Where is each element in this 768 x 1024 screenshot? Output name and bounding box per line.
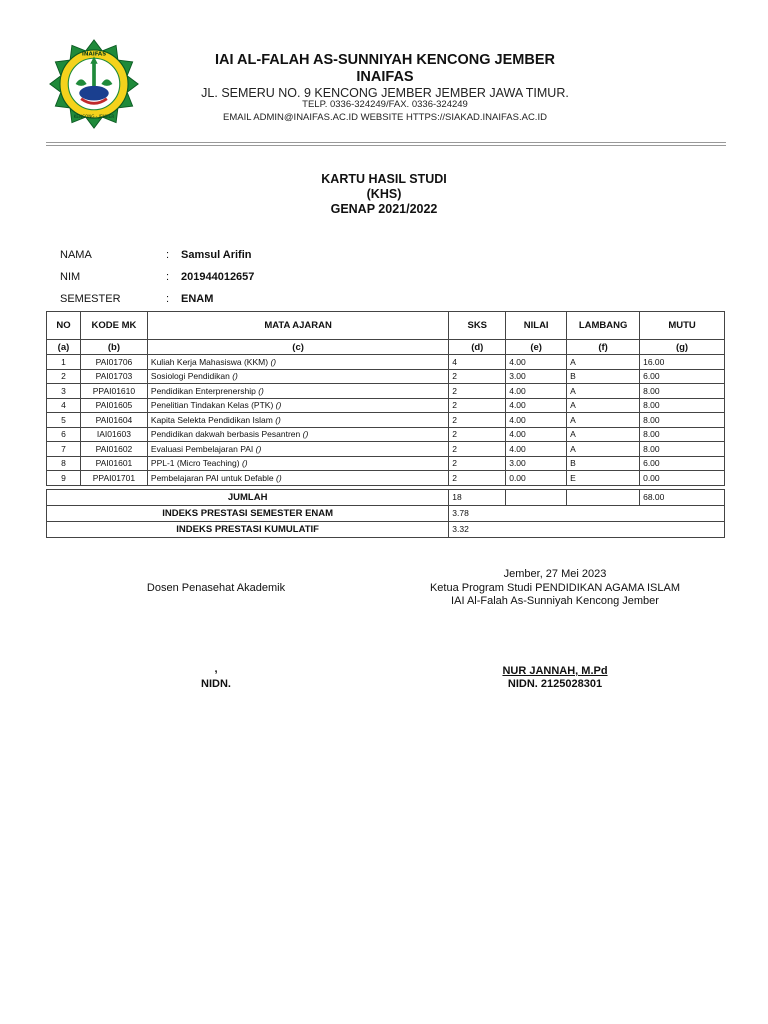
cell-kode: PPAI01701 bbox=[80, 471, 147, 486]
ips-row bbox=[47, 505, 725, 521]
cell-mutu: 8.00 bbox=[640, 398, 725, 413]
cell-mutu: 0.00 bbox=[640, 471, 725, 486]
cell-nilai: 4.00 bbox=[506, 427, 567, 442]
cell-kode: PAI01604 bbox=[80, 413, 147, 428]
cell-kode: PAI01706 bbox=[80, 355, 147, 370]
logo-text-top: INAIFAS bbox=[81, 51, 107, 58]
table-row bbox=[47, 427, 725, 442]
course-name: PPL-1 (Micro Teaching) bbox=[150, 458, 240, 469]
cell-kode: PAI01703 bbox=[80, 369, 147, 384]
cell-nilai: 4.00 bbox=[506, 398, 567, 413]
course-mark: () bbox=[258, 385, 264, 396]
cell-mutu: 6.00 bbox=[640, 369, 725, 384]
cell-lambang: A bbox=[567, 355, 640, 370]
head-role-line-1: Ketua Program Studi PENDIDIKAN AGAMA ISLAM bbox=[429, 582, 681, 594]
course-name: Evaluasi Pembelajaran PAI bbox=[150, 443, 254, 454]
cell-sks: 2 bbox=[449, 398, 506, 413]
cell-lambang: B bbox=[567, 369, 640, 384]
cell-sks: 2 bbox=[449, 456, 506, 471]
student-semester: ENAM bbox=[181, 293, 214, 305]
cell-lambang: E bbox=[567, 471, 640, 486]
semester-colon: : bbox=[166, 293, 170, 305]
course-mark: () bbox=[255, 443, 262, 454]
course-name: Pembelajaran PAI untuk Defable bbox=[150, 472, 274, 483]
cell-sks: 2 bbox=[449, 427, 506, 442]
course-mark: () bbox=[270, 356, 277, 367]
cell-mutu: 6.00 bbox=[640, 456, 725, 471]
table-row bbox=[47, 442, 725, 457]
letterhead-divider-bottom bbox=[46, 145, 726, 146]
col-sub-c: (c) bbox=[147, 340, 448, 355]
nim-colon: : bbox=[166, 271, 170, 283]
title-line-1: KARTU HASIL STUDI bbox=[321, 172, 447, 186]
student-nim: 201944012657 bbox=[181, 271, 255, 283]
cell-mutu: 8.00 bbox=[640, 413, 725, 428]
cell-nilai: 3.00 bbox=[506, 369, 567, 384]
course-mark: () bbox=[275, 400, 282, 411]
cell-lambang: A bbox=[567, 427, 640, 442]
cell-no: 2 bbox=[47, 369, 81, 384]
ipk-label: INDEKS PRESTASI KUMULATIF bbox=[47, 521, 449, 537]
advisor-role: Dosen Penasehat Akademik bbox=[146, 582, 286, 594]
cell-sks: 2 bbox=[449, 384, 506, 399]
cell-mata-ajaran bbox=[147, 369, 448, 384]
institution-abbreviation: INAIFAS bbox=[356, 69, 414, 85]
logo-text-bottom: KENCONG - JEMBER bbox=[73, 114, 115, 120]
cell-sks: 2 bbox=[449, 471, 506, 486]
ips-value: 3.78 bbox=[449, 505, 725, 521]
semester-label: SEMESTER bbox=[60, 293, 121, 305]
cell-no: 8 bbox=[47, 456, 81, 471]
cell-lambang: A bbox=[567, 398, 640, 413]
cell-lambang: A bbox=[567, 413, 640, 428]
col-sub-a: (a) bbox=[47, 340, 81, 355]
total-row bbox=[47, 489, 725, 505]
course-name: Sosiologi Pendidikan bbox=[150, 371, 230, 382]
col-header-kode: KODE MK bbox=[80, 312, 147, 340]
cell-lambang: A bbox=[567, 442, 640, 457]
cell-nilai: 4.00 bbox=[506, 413, 567, 428]
table-subheader-row bbox=[47, 340, 725, 355]
col-header-mutu: MUTU bbox=[640, 312, 725, 340]
institution-phone: TELP. 0336-324249/FAX. 0336-324249 bbox=[302, 99, 468, 110]
col-header-mata-ajaran: MATA AJARAN bbox=[147, 312, 448, 340]
col-sub-e: (e) bbox=[506, 340, 567, 355]
institution-logo bbox=[48, 38, 140, 130]
cell-no: 7 bbox=[47, 442, 81, 457]
table-header-row bbox=[47, 312, 725, 340]
ips-label: INDEKS PRESTASI SEMESTER ENAM bbox=[47, 505, 449, 521]
cell-lambang: B bbox=[567, 456, 640, 471]
student-name: Samsul Arifin bbox=[181, 249, 252, 261]
document-title bbox=[0, 172, 768, 217]
total-mutu: 68.00 bbox=[640, 489, 725, 505]
advisor-nidn: NIDN. bbox=[201, 678, 231, 690]
nim-label: NIM bbox=[60, 271, 81, 283]
cell-mata-ajaran bbox=[147, 442, 448, 457]
course-name: Pendidikan Enterprenership bbox=[150, 385, 256, 396]
signature-place-date: Jember, 27 Mei 2023 bbox=[503, 568, 607, 580]
cell-mata-ajaran bbox=[147, 398, 448, 413]
ipk-value: 3.32 bbox=[449, 521, 725, 537]
course-name: Pendidikan dakwah berbasis Pesantren bbox=[150, 429, 301, 440]
total-lambang-empty bbox=[567, 489, 640, 505]
institution-contact: EMAIL ADMIN@INAIFAS.AC.ID WEBSITE HTTPS://SIAKAD.INAIFAS.AC.ID bbox=[223, 112, 547, 123]
col-sub-g: (g) bbox=[640, 340, 725, 355]
cell-mutu: 16.00 bbox=[640, 355, 725, 370]
cell-mata-ajaran bbox=[147, 427, 448, 442]
cell-mata-ajaran bbox=[147, 413, 448, 428]
letterhead-divider-top bbox=[46, 142, 726, 143]
course-mark: () bbox=[275, 414, 281, 425]
cell-sks: 2 bbox=[449, 442, 506, 457]
cell-lambang: A bbox=[567, 384, 640, 399]
table-row bbox=[47, 355, 725, 370]
col-header-nilai: NILAI bbox=[506, 312, 567, 340]
total-label: JUMLAH bbox=[47, 489, 449, 505]
cell-sks: 4 bbox=[449, 355, 506, 370]
table-row bbox=[47, 384, 725, 399]
cell-kode: PAI01605 bbox=[80, 398, 147, 413]
cell-no: 4 bbox=[47, 398, 81, 413]
table-row bbox=[47, 398, 725, 413]
cell-mutu: 8.00 bbox=[640, 427, 725, 442]
cell-no: 5 bbox=[47, 413, 81, 428]
col-sub-b: (b) bbox=[80, 340, 147, 355]
institution-address: JL. SEMERU NO. 9 KENCONG JEMBER JEMBER JAWA TIMUR. bbox=[201, 86, 569, 100]
cell-kode: IAI01603 bbox=[80, 427, 147, 442]
total-sks: 18 bbox=[449, 489, 506, 505]
grades-table bbox=[46, 311, 725, 538]
course-name: Kuliah Kerja Mahasiswa (KKM) bbox=[150, 356, 269, 367]
cell-mata-ajaran bbox=[147, 355, 448, 370]
table-row bbox=[47, 471, 725, 486]
col-header-sks: SKS bbox=[449, 312, 506, 340]
col-header-no: NO bbox=[47, 312, 81, 340]
cell-no: 3 bbox=[47, 384, 81, 399]
col-sub-f: (f) bbox=[567, 340, 640, 355]
head-nidn: NIDN. 2125028301 bbox=[507, 678, 603, 690]
cell-kode: PPAI01610 bbox=[80, 384, 147, 399]
cell-mata-ajaran bbox=[147, 471, 448, 486]
course-mark: () bbox=[302, 429, 309, 440]
cell-no: 9 bbox=[47, 471, 81, 486]
cell-nilai: 0.00 bbox=[506, 471, 567, 486]
head-role-line-2: IAI Al-Falah As-Sunniyah Kencong Jember bbox=[451, 595, 659, 607]
course-name: Kapita Selekta Pendidikan Islam bbox=[150, 414, 273, 425]
cell-nilai: 4.00 bbox=[506, 355, 567, 370]
course-mark: () bbox=[275, 472, 282, 483]
cell-mutu: 8.00 bbox=[640, 384, 725, 399]
cell-kode: PAI01602 bbox=[80, 442, 147, 457]
cell-nilai: 4.00 bbox=[506, 442, 567, 457]
course-name: Penelitian Tindakan Kelas (PTK) bbox=[150, 400, 274, 411]
course-mark: () bbox=[232, 371, 238, 382]
table-row bbox=[47, 413, 725, 428]
name-colon: : bbox=[166, 249, 170, 261]
col-sub-d: (d) bbox=[449, 340, 506, 355]
cell-nilai: 4.00 bbox=[506, 384, 567, 399]
cell-kode: PAI01601 bbox=[80, 456, 147, 471]
ipk-row bbox=[47, 521, 725, 537]
letterhead-title bbox=[150, 52, 620, 86]
cell-no: 1 bbox=[47, 355, 81, 370]
cell-mata-ajaran bbox=[147, 384, 448, 399]
table-row bbox=[47, 369, 725, 384]
course-mark: () bbox=[241, 458, 248, 469]
name-label: NAMA bbox=[60, 249, 92, 261]
table-row bbox=[47, 456, 725, 471]
cell-mutu: 8.00 bbox=[640, 442, 725, 457]
col-header-lambang: LAMBANG bbox=[567, 312, 640, 340]
title-line-3: GENAP 2021/2022 bbox=[330, 202, 438, 216]
total-nilai-empty bbox=[506, 489, 567, 505]
cell-nilai: 3.00 bbox=[506, 456, 567, 471]
cell-mata-ajaran bbox=[147, 456, 448, 471]
head-name: NUR JANNAH, M.Pd bbox=[502, 665, 608, 677]
institution-name: IAI AL-FALAH AS-SUNNIYAH KENCONG JEMBER bbox=[215, 52, 555, 68]
title-line-2: (KHS) bbox=[366, 187, 402, 201]
advisor-name: , bbox=[214, 663, 218, 675]
cell-sks: 2 bbox=[449, 413, 506, 428]
cell-sks: 2 bbox=[449, 369, 506, 384]
cell-no: 6 bbox=[47, 427, 81, 442]
